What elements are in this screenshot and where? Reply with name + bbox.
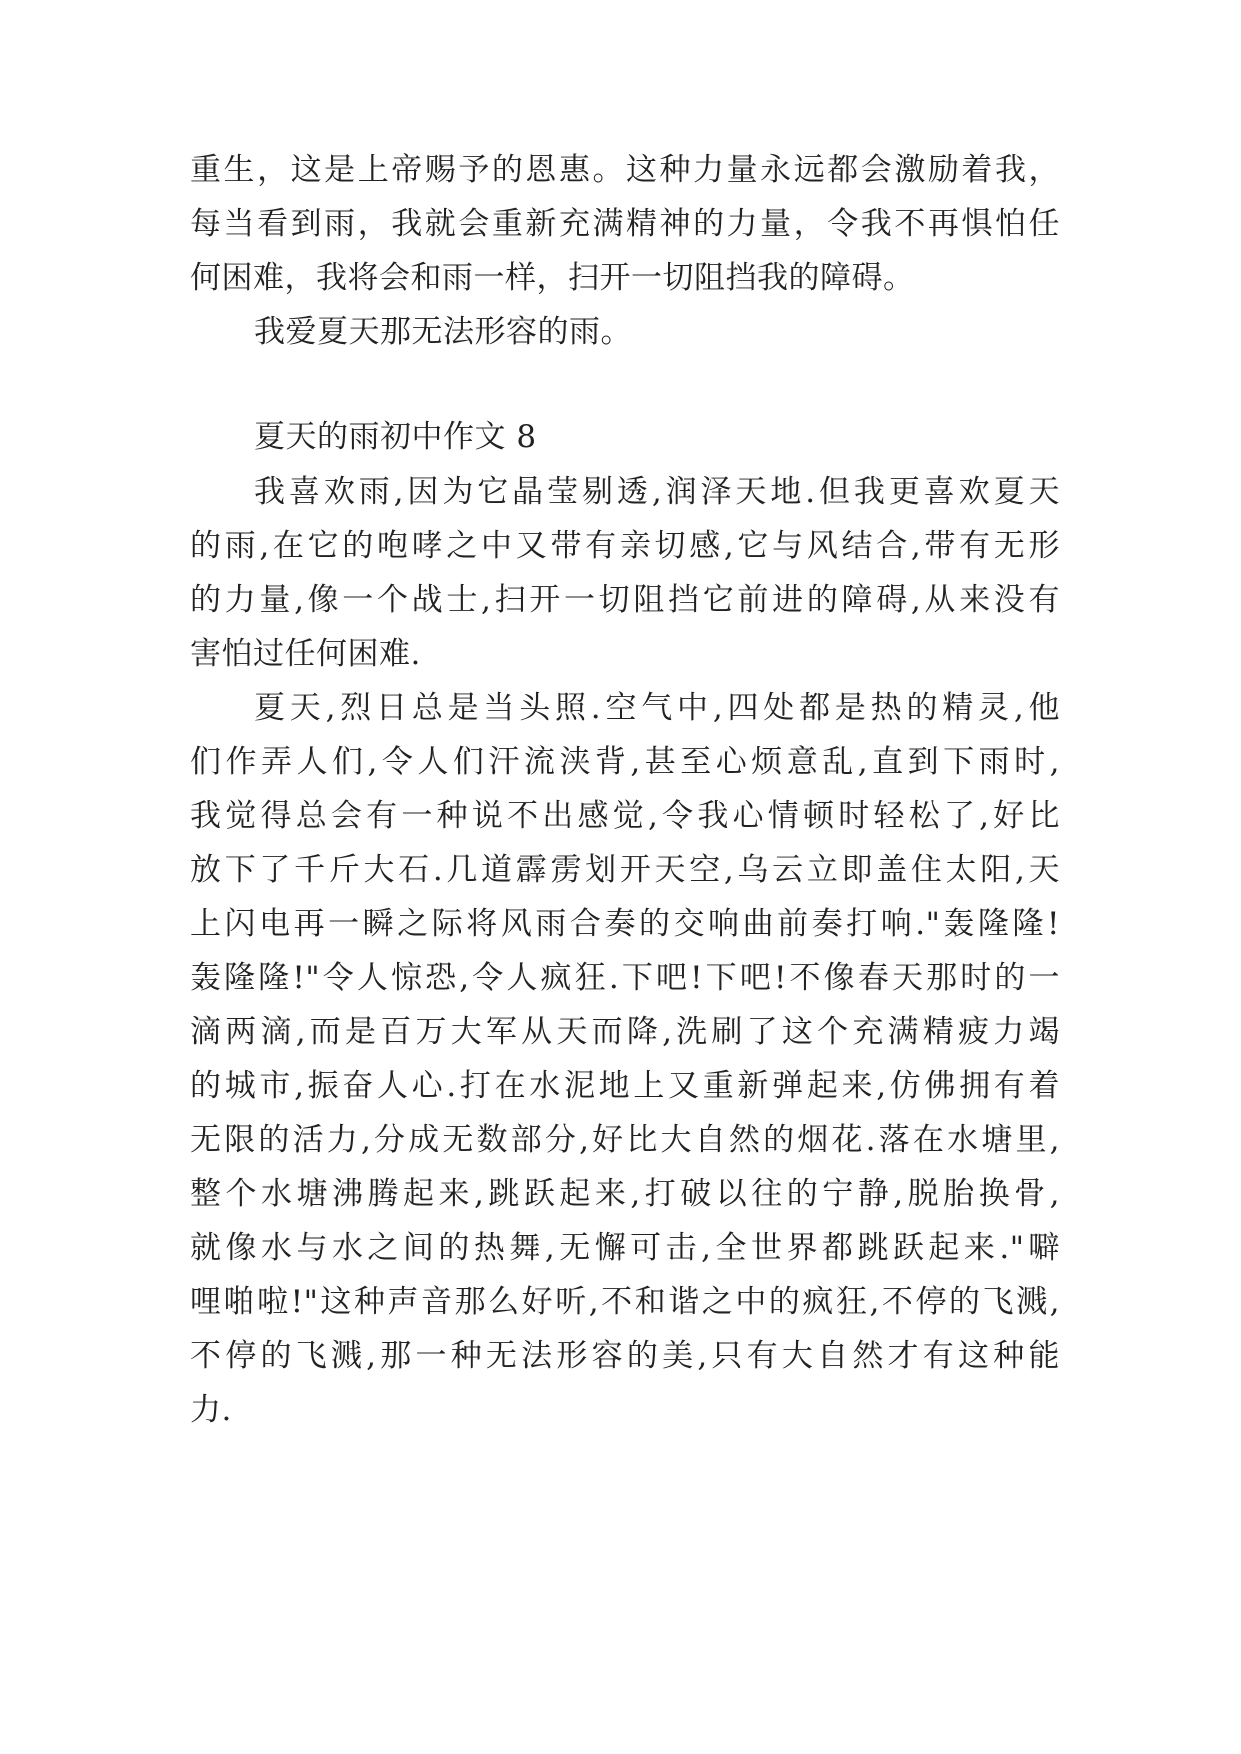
text-line: 哩啪啦!"这种声音那么好听,不和谐之中的疯狂,不停的飞溅,	[190, 1284, 1060, 1320]
essay-title: 夏天的雨初中作文 8	[254, 419, 537, 455]
text-line: 滴两滴,而是百万大军从天而降,洗刷了这个充满精疲力竭	[190, 1014, 1060, 1050]
text-line: 何困难，我将会和雨一样，扫开一切阻挡我的障碍。	[190, 260, 915, 296]
text-line: 就像水与水之间的热舞,无懈可击,全世界都跳跃起来."噼	[190, 1230, 1060, 1266]
text-line: 害怕过任何困难.	[190, 636, 421, 672]
text-line: 力.	[190, 1392, 232, 1428]
text-line: 无限的活力,分成无数部分,好比大自然的烟花.落在水塘里,	[190, 1122, 1060, 1158]
text-line: 我觉得总会有一种说不出感觉,令我心情顿时轻松了,好比	[190, 798, 1060, 834]
text-line: 不停的飞溅,那一种无法形容的美,只有大自然才有这种能	[190, 1338, 1060, 1374]
text-line: 夏天,烈日总是当头照.空气中,四处都是热的精灵,他	[254, 690, 1060, 726]
text-line: 轰隆隆!"令人惊恐,令人疯狂.下吧!下吧!不像春天那时的一	[190, 960, 1060, 996]
text-line: 上闪电再一瞬之际将风雨合奏的交响曲前奏打响."轰隆隆!	[190, 906, 1060, 942]
text-line: 的城市,振奋人心.打在水泥地上又重新弹起来,仿佛拥有着	[190, 1068, 1060, 1104]
text-line: 的力量,像一个战士,扫开一切阻挡它前进的障碍,从来没有	[190, 582, 1060, 618]
text-line: 我喜欢雨,因为它晶莹剔透,润泽天地.但我更喜欢夏天	[254, 474, 1060, 510]
closing-sentence: 我爱夏天那无法形容的雨。	[254, 314, 632, 350]
text-line: 放下了千斤大石.几道霹雳划开天空,乌云立即盖住太阳,天	[190, 852, 1060, 888]
text-line: 每当看到雨，我就会重新充满精神的力量，令我不再惧怕任	[190, 206, 1060, 242]
text-line: 整个水塘沸腾起来,跳跃起来,打破以往的宁静,脱胎换骨,	[190, 1176, 1060, 1212]
text-line: 们作弄人们,令人们汗流浃背,甚至心烦意乱,直到下雨时,	[190, 744, 1060, 780]
text-line: 的雨,在它的咆哮之中又带有亲切感,它与风结合,带有无形	[190, 528, 1060, 564]
text-line: 重生，这是上帝赐予的恩惠。这种力量永远都会激励着我，	[190, 152, 1060, 188]
